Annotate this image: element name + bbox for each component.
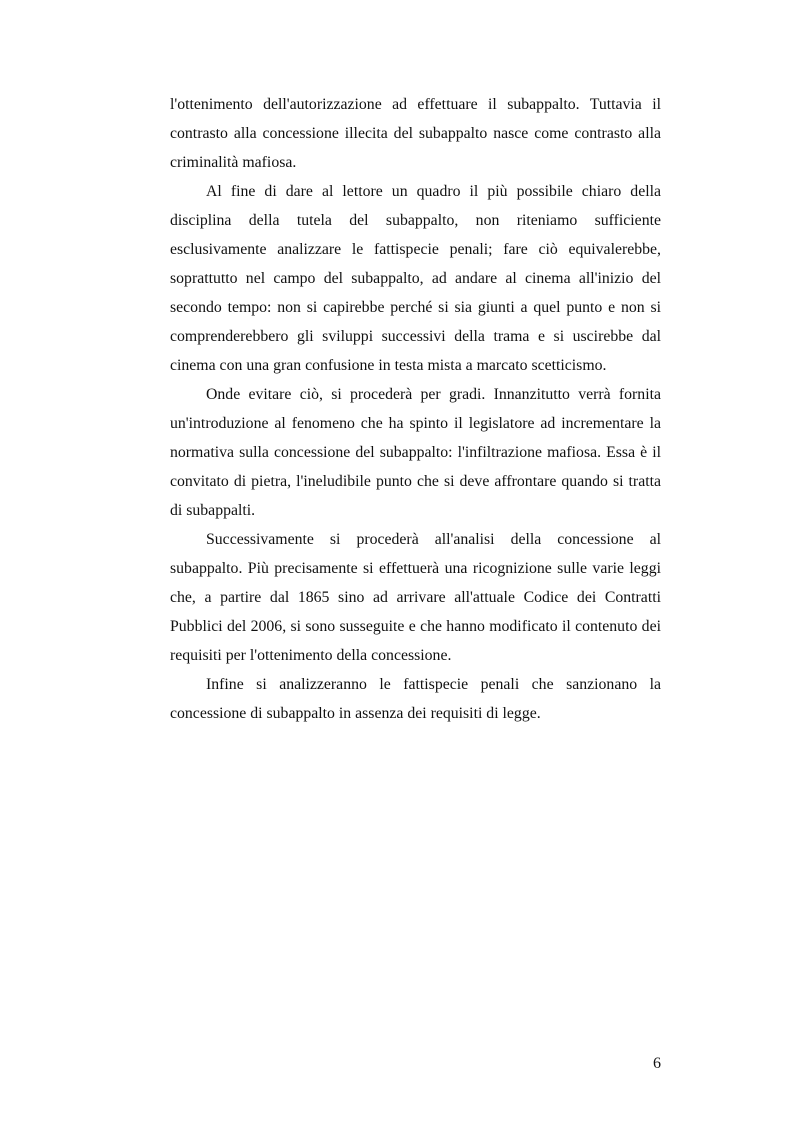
paragraph-continuation: l'ottenimento dell'autorizzazione ad effettuare il subappalto. Tuttavia il contrasto alla concessione illecita del subappalto nasce come contrasto alla criminalità mafiosa. [170, 96, 661, 171]
page-number: 6 [653, 1055, 661, 1072]
body-text [170, 90, 661, 728]
paragraph-purpose: Al fine di dare al lettore un quadro il più possibile chiaro della disciplina della tutela del subappalto, non riteniamo sufficiente esclusivamente analizzare le fattispecie penali; fare ciò equivalerebbe, soprattutto nel campo del subappalto, ad andare al cinema all'inizio del secondo tempo: non si capirebbe perché si sia giunti a quel punto e non si comprenderebbero gli sviluppi successivi della trama e si uscirebbe dal cinema con una gran confusione in testa mista a marcato scetticismo. [170, 183, 661, 374]
paragraph-analysis: Successivamente si procederà all'analisi della concessione al subappalto. Più precisamente si effettuerà una ricognizione sulle varie leggi che, a partire dal 1865 sino ad arrivare all'attuale Codice dei Contratti Pubblici del 2006, si sono susseguite e che hanno modificato il contenuto dei requisiti per l'ottenimento della concessione. [170, 531, 661, 664]
paragraph-conclusion: Infine si analizzeranno le fattispecie penali che sanzionano la concessione di subappalto in assenza dei requisiti di legge. [170, 676, 661, 722]
paragraph-method: Onde evitare ciò, si procederà per gradi. Innanzitutto verrà fornita un'introduzione al fenomeno che ha spinto il legislatore ad incrementare la normativa sulla concessione del subappalto: l'infiltrazione mafiosa. Essa è il convitato di pietra, l'ineludibile punto che si deve affrontare quando si tratta di subappalti. [170, 386, 661, 519]
